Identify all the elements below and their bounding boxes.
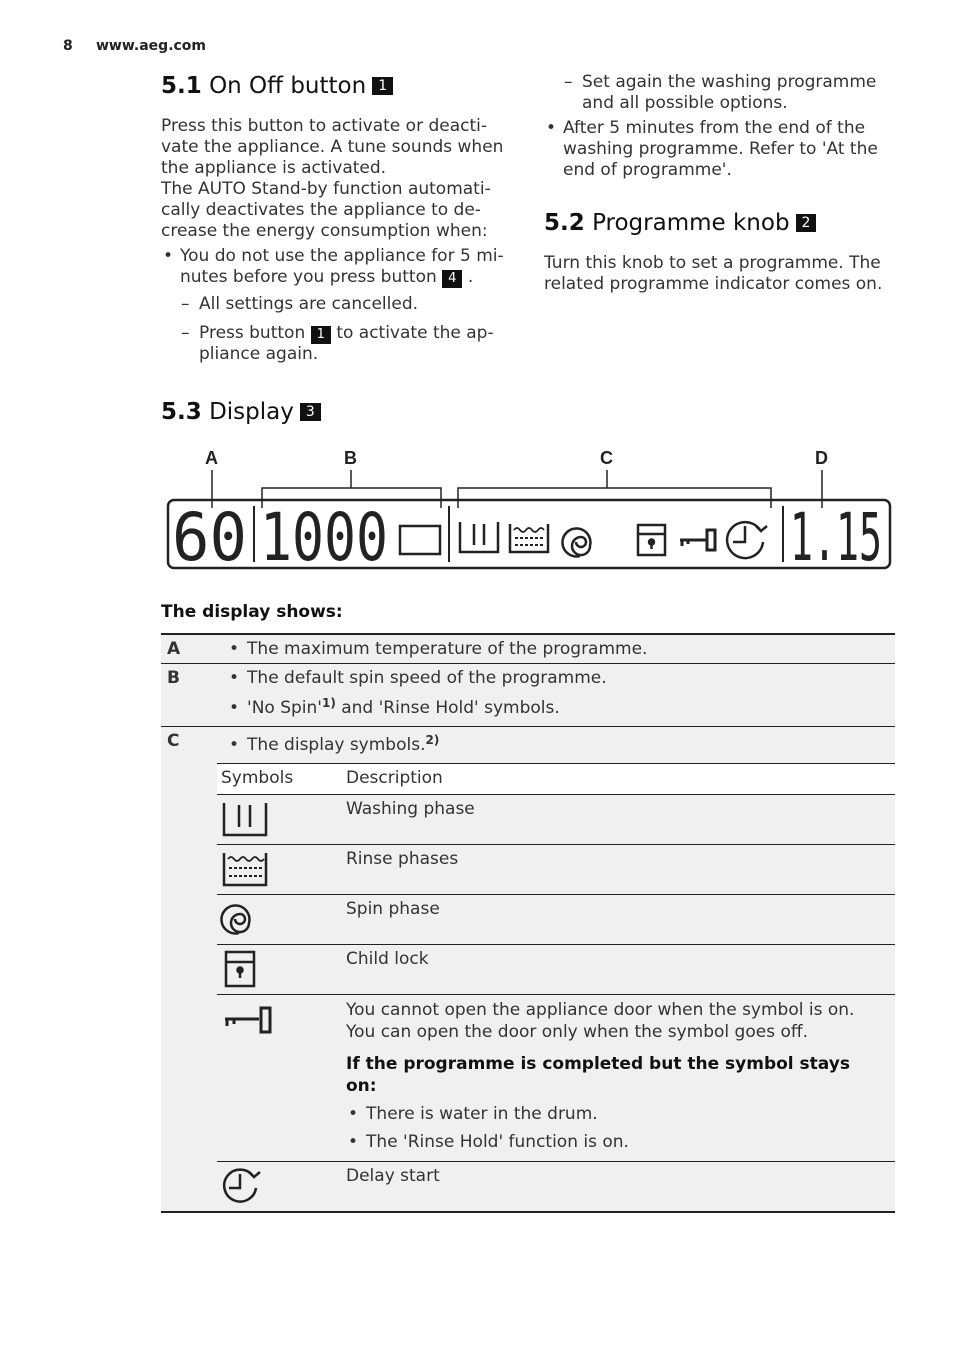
list-item: – Set again the washing programme and all possible options. (563, 72, 889, 114)
symbol-description: Washing phase (346, 799, 475, 819)
list-item: – All settings are cancelled. (180, 294, 511, 315)
paragraph: The AUTO Stand-by function automati-cally deactivates the appliance to de-crease the energy consumption when: (161, 179, 491, 241)
section-5-2-heading: 5.2 Programme knob 2 (544, 210, 816, 236)
symbol-description: You cannot open the appliance door when the symbol is on. (346, 1000, 855, 1020)
section-5-1-heading: 5.1 On Off button 1 (161, 73, 393, 99)
rinse-phases-icon (510, 524, 548, 552)
button-2-badge: 2 (796, 214, 817, 232)
list-item: There is water in the drum. (366, 1104, 598, 1124)
paragraph: Press this button to activate or deacti-vate the appliance. A tune sounds when the appliance is activated. (161, 116, 504, 178)
header-url: www.aeg.com (96, 38, 207, 54)
button-1-badge: 1 (372, 77, 393, 95)
table-row-a: A • The maximum temperature of the programme. (161, 634, 895, 664)
table-row (217, 895, 895, 945)
child-lock-icon (221, 949, 269, 989)
col-header: Description (346, 768, 443, 788)
table-row: You cannot open the appliance door when the symbol is on. You can open the door only when the symbol goes off. If the programme is completed but the symbol stays on: • There is water in the drum. • The 'Rinse Hold' function is on. (217, 995, 895, 1162)
row-text: The default spin speed of the programme. (247, 668, 607, 688)
row-key: C (161, 727, 217, 1213)
label-b: B (344, 448, 357, 468)
row-key: A (167, 639, 181, 659)
list-item: The 'Rinse Hold' function is on. (366, 1132, 629, 1152)
door-lock-icon (221, 1001, 273, 1041)
label-d: D (815, 448, 828, 468)
list-item: • You do not use the appliance for 5 mi-nutes before you press button 4 . – All settings are cancelled. – Press button 1 to activate the ap-pliance again. (161, 246, 511, 365)
row-key: B (167, 668, 180, 688)
spin-speed-readout: 1000 (260, 499, 388, 576)
display-table (161, 633, 895, 1213)
label-a: A (205, 448, 218, 468)
table-row-c: C • The display symbols.$^{2)}$ Symbols Description Washing phase Rinse phases Spin phase Child lock You cannot open the appliance door when the symbol is on. You can open the door only when the symbol goes off. If the programme is completed but the symbol stays on: • There is water in the drum. • The 'Rinse Hold' function is on. Delay start (161, 727, 895, 1213)
section-5-1-body (161, 116, 511, 373)
table-caption: The display shows: (161, 602, 343, 622)
button-4-badge: 4 (442, 270, 462, 288)
col-header: Symbols (221, 768, 294, 788)
spin-phase-icon (562, 528, 590, 556)
row-text: The display symbols. (247, 735, 426, 755)
list-item: – Press button 1 to activate the ap-pliance again. (180, 323, 511, 365)
door-lock-icon (680, 530, 715, 550)
button-1-badge: 1 (311, 326, 331, 344)
symbol-description: Child lock (346, 949, 429, 969)
child-lock-icon (638, 525, 665, 555)
table-row (217, 845, 895, 895)
label-c: C (600, 448, 613, 468)
delay-start-icon (221, 1166, 269, 1206)
table-row (217, 945, 895, 995)
warning-heading: If the programme is completed but the symbol stays on: (346, 1054, 850, 1096)
table-row-b: B • The default spin speed of the programme. • 'No $Spin'^{1)}$ and 'Rinse Hold' symbols. (161, 664, 895, 727)
symbol-description: Rinse phases (346, 849, 459, 869)
time-readout: 1.15 (790, 499, 882, 576)
washing-phase-icon (460, 522, 498, 552)
page-number: 8 (63, 38, 73, 54)
symbol-description: You can open the door only when the symbol goes off. (346, 1022, 808, 1042)
list-item: • After 5 minutes from the end of the washing programme. Refer to 'At the end of programme'. (544, 118, 889, 181)
table-row (217, 1162, 895, 1212)
section-5-3-heading: 5.3 Display 3 (161, 399, 321, 425)
row-text: The maximum temperature of the programme. (247, 639, 648, 659)
spin-phase-icon (221, 899, 269, 939)
table-row (217, 795, 895, 845)
symbol-description: Spin phase (346, 899, 440, 919)
section-5-2-body: Turn this knob to set a programme. The related programme indicator comes on. (544, 253, 883, 294)
footnote-1: 1) (321, 696, 336, 710)
symbols-header-row (217, 764, 895, 795)
temperature-readout: 60 (172, 499, 247, 576)
no-spin-icon (400, 526, 440, 554)
delay-start-icon (727, 522, 767, 558)
display-diagram (160, 442, 900, 576)
button-3-badge: 3 (300, 403, 321, 421)
section-5-1-continued (544, 72, 889, 189)
symbol-description: Delay start (346, 1166, 440, 1186)
washing-phase-icon (221, 799, 269, 839)
rinse-phases-icon (221, 849, 269, 889)
footnote-2: 2) (425, 733, 440, 747)
